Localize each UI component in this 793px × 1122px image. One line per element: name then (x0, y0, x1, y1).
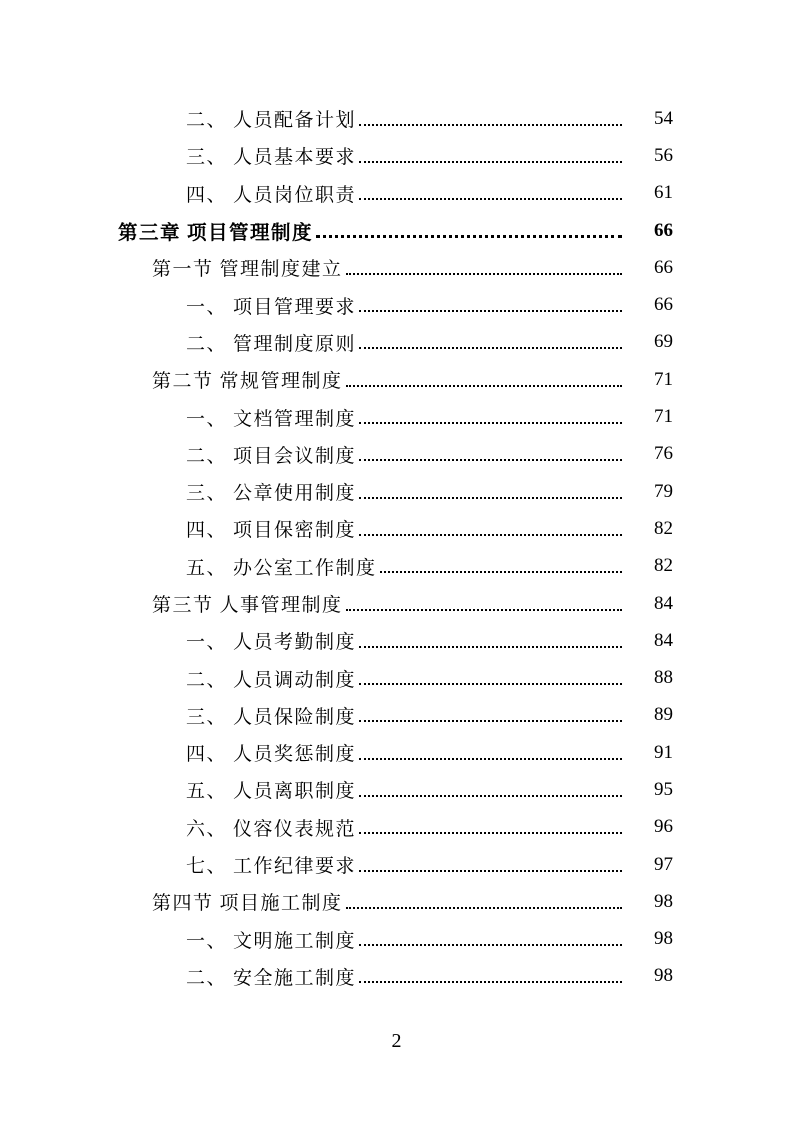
toc-dot-leader (359, 870, 622, 872)
toc-entry-number: 二、 (186, 332, 228, 355)
toc-entry-title: 人员调动制度 (233, 668, 357, 691)
toc-entry[interactable] (0, 883, 793, 920)
toc-entry-title: 人员离职制度 (233, 780, 357, 803)
toc-entry-page: 79 (654, 480, 673, 502)
toc-entry[interactable] (0, 249, 793, 286)
toc-entry-page: 66 (654, 294, 673, 316)
toc-entry[interactable] (0, 510, 793, 547)
toc-entry-title: 管理制度原则 (233, 332, 357, 355)
toc-entry[interactable] (0, 436, 793, 473)
toc-entry-label (186, 404, 356, 431)
toc-entry-label (186, 515, 356, 542)
toc-dot-leader (346, 907, 622, 909)
toc-entry[interactable] (0, 286, 793, 323)
toc-entry-number: 四、 (186, 519, 228, 542)
toc-entry-label (152, 888, 343, 915)
toc-entry-title: 人事管理制度 (219, 594, 343, 616)
toc-entry-label (186, 329, 356, 356)
toc-entry-label (186, 292, 356, 319)
toc-entry-page: 71 (654, 406, 673, 428)
toc-entry-page: 56 (654, 144, 673, 166)
toc-entry[interactable] (0, 548, 793, 585)
toc-entry-page: 84 (654, 629, 673, 651)
toc-entry-page: 54 (654, 107, 673, 129)
toc-entry-label (186, 105, 356, 132)
toc-entry-title: 管理制度建立 (219, 258, 343, 281)
toc-dot-leader (359, 497, 622, 499)
toc-entry-label (152, 366, 343, 393)
toc-entry[interactable] (0, 585, 793, 622)
toc-entry-page: 84 (654, 592, 673, 614)
toc-entry-label (186, 926, 356, 953)
toc-entry[interactable] (0, 697, 793, 734)
toc-entry-title: 常规管理制度 (219, 370, 343, 393)
toc-entry-label (186, 739, 356, 766)
toc-entry-label (186, 478, 356, 505)
toc-entry[interactable] (0, 137, 793, 174)
toc-entry[interactable] (0, 921, 793, 958)
toc-entry-title: 公章使用制度 (233, 482, 357, 505)
toc-entry[interactable] (0, 958, 793, 995)
toc-entry-page: 76 (654, 443, 673, 465)
toc-dot-leader (359, 422, 622, 424)
toc-entry-page: 98 (654, 928, 673, 950)
toc-entry-label (186, 553, 377, 580)
toc-entry-label (186, 142, 356, 169)
toc-entry-page: 95 (654, 778, 673, 800)
toc-entry-title: 文明施工制度 (233, 929, 357, 952)
toc-entry[interactable] (0, 659, 793, 696)
toc-entry[interactable] (0, 809, 793, 846)
toc-dot-leader (346, 273, 622, 275)
toc-entry-number: 二、 (186, 444, 228, 467)
toc-entry-number: 三、 (186, 146, 228, 169)
toc-entry-title: 项目会议制度 (233, 444, 357, 467)
toc-entry-label (186, 441, 356, 468)
toc-entry-number: 第三节 (152, 594, 214, 616)
toc-entry[interactable] (0, 324, 793, 361)
toc-entry-number: 一、 (186, 631, 228, 654)
toc-entry-number: 四、 (186, 743, 228, 766)
toc-entry-number: 一、 (186, 929, 228, 952)
toc-dot-leader (346, 609, 622, 611)
toc-entry-page: 98 (654, 890, 673, 912)
toc-dot-leader (359, 347, 622, 349)
toc-dot-leader (359, 832, 622, 834)
toc-entry-title: 工作纪律要求 (233, 855, 357, 878)
toc-dot-leader (359, 198, 622, 200)
toc-entry-label (186, 776, 356, 803)
toc-entry-number: 七、 (186, 855, 228, 878)
toc-dot-leader (359, 459, 622, 461)
toc-dot-leader (359, 683, 622, 685)
toc-entry[interactable] (0, 212, 793, 249)
toc-entry-title: 人员考勤制度 (233, 631, 357, 654)
table-of-contents (0, 100, 793, 995)
toc-dot-leader (359, 310, 622, 312)
toc-entry-label (186, 627, 356, 654)
toc-entry[interactable] (0, 361, 793, 398)
toc-entry[interactable] (0, 622, 793, 659)
toc-entry-page: 89 (654, 704, 673, 726)
toc-entry-number: 第四节 (152, 892, 214, 915)
toc-entry-number: 一、 (186, 407, 228, 430)
toc-entry-label (186, 665, 356, 692)
toc-entry-number: 第二节 (152, 370, 214, 393)
toc-entry-number: 三、 (186, 482, 228, 505)
toc-entry-title: 人员保险制度 (233, 705, 357, 728)
toc-entry-number: 二、 (186, 668, 228, 691)
toc-entry-title: 办公室工作制度 (233, 556, 377, 579)
toc-entry-title: 人员配备计划 (233, 109, 357, 132)
toc-dot-leader (359, 981, 622, 983)
toc-dot-leader (359, 795, 622, 797)
toc-dot-leader (346, 385, 622, 387)
toc-dot-leader (359, 161, 622, 163)
toc-entry-label (152, 590, 343, 617)
toc-dot-leader (359, 944, 622, 946)
toc-dot-leader (359, 646, 622, 648)
toc-entry-label (186, 963, 356, 990)
toc-entry-number: 第一节 (152, 258, 214, 281)
toc-entry-number: 第三章 (118, 220, 182, 244)
toc-dot-leader (316, 235, 622, 238)
toc-entry-page: 71 (654, 368, 673, 390)
toc-entry-page: 69 (654, 331, 673, 353)
toc-entry-label (186, 702, 356, 729)
toc-entry[interactable] (0, 473, 793, 510)
toc-entry-title: 仪容仪表规范 (233, 817, 357, 840)
toc-entry-page: 82 (654, 517, 673, 539)
toc-entry-label (186, 851, 356, 878)
toc-dot-leader (359, 720, 622, 722)
toc-entry-number: 五、 (186, 780, 228, 803)
toc-dot-leader (359, 758, 622, 760)
toc-entry[interactable] (0, 175, 793, 212)
toc-entry[interactable] (0, 100, 793, 137)
toc-entry-number: 一、 (186, 295, 228, 318)
toc-entry-title: 安全施工制度 (233, 966, 357, 989)
toc-dot-leader (359, 534, 622, 536)
toc-entry-title: 人员奖惩制度 (233, 743, 357, 766)
toc-entry-page: 82 (654, 555, 673, 577)
toc-entry-number: 二、 (186, 966, 228, 989)
toc-entry-number: 六、 (186, 817, 228, 840)
toc-entry-page: 97 (654, 853, 673, 875)
toc-entry-label (152, 254, 343, 281)
toc-entry-page: 91 (654, 741, 673, 763)
toc-entry[interactable] (0, 846, 793, 883)
toc-entry-number: 五、 (186, 556, 228, 579)
toc-entry[interactable] (0, 771, 793, 808)
toc-entry-title: 项目保密制度 (233, 519, 357, 542)
toc-entry-number: 二、 (186, 109, 228, 132)
toc-entry-number: 四、 (186, 183, 228, 206)
toc-entry-page: 88 (654, 667, 673, 689)
toc-entry-title: 项目施工制度 (219, 892, 343, 915)
toc-entry-page: 66 (654, 219, 673, 241)
toc-entry-label (186, 814, 356, 841)
page-number: 2 (391, 1030, 402, 1052)
toc-entry-page: 96 (654, 816, 673, 838)
toc-entry-title: 项目管理制度 (187, 220, 314, 244)
toc-entry-title: 人员基本要求 (233, 146, 357, 169)
toc-entry-page: 66 (654, 256, 673, 278)
toc-entry[interactable] (0, 734, 793, 771)
toc-dot-leader (380, 571, 622, 573)
toc-entry-label (186, 180, 356, 207)
toc-entry-page: 98 (654, 965, 673, 987)
toc-entry-title: 人员岗位职责 (233, 183, 357, 206)
toc-entry-title: 项目管理要求 (233, 295, 357, 318)
toc-entry[interactable] (0, 398, 793, 435)
toc-entry-title: 文档管理制度 (233, 407, 357, 430)
toc-entry-number: 三、 (186, 705, 228, 728)
toc-dot-leader (359, 124, 622, 126)
toc-entry-page: 61 (654, 182, 673, 204)
toc-entry-label (118, 217, 313, 245)
